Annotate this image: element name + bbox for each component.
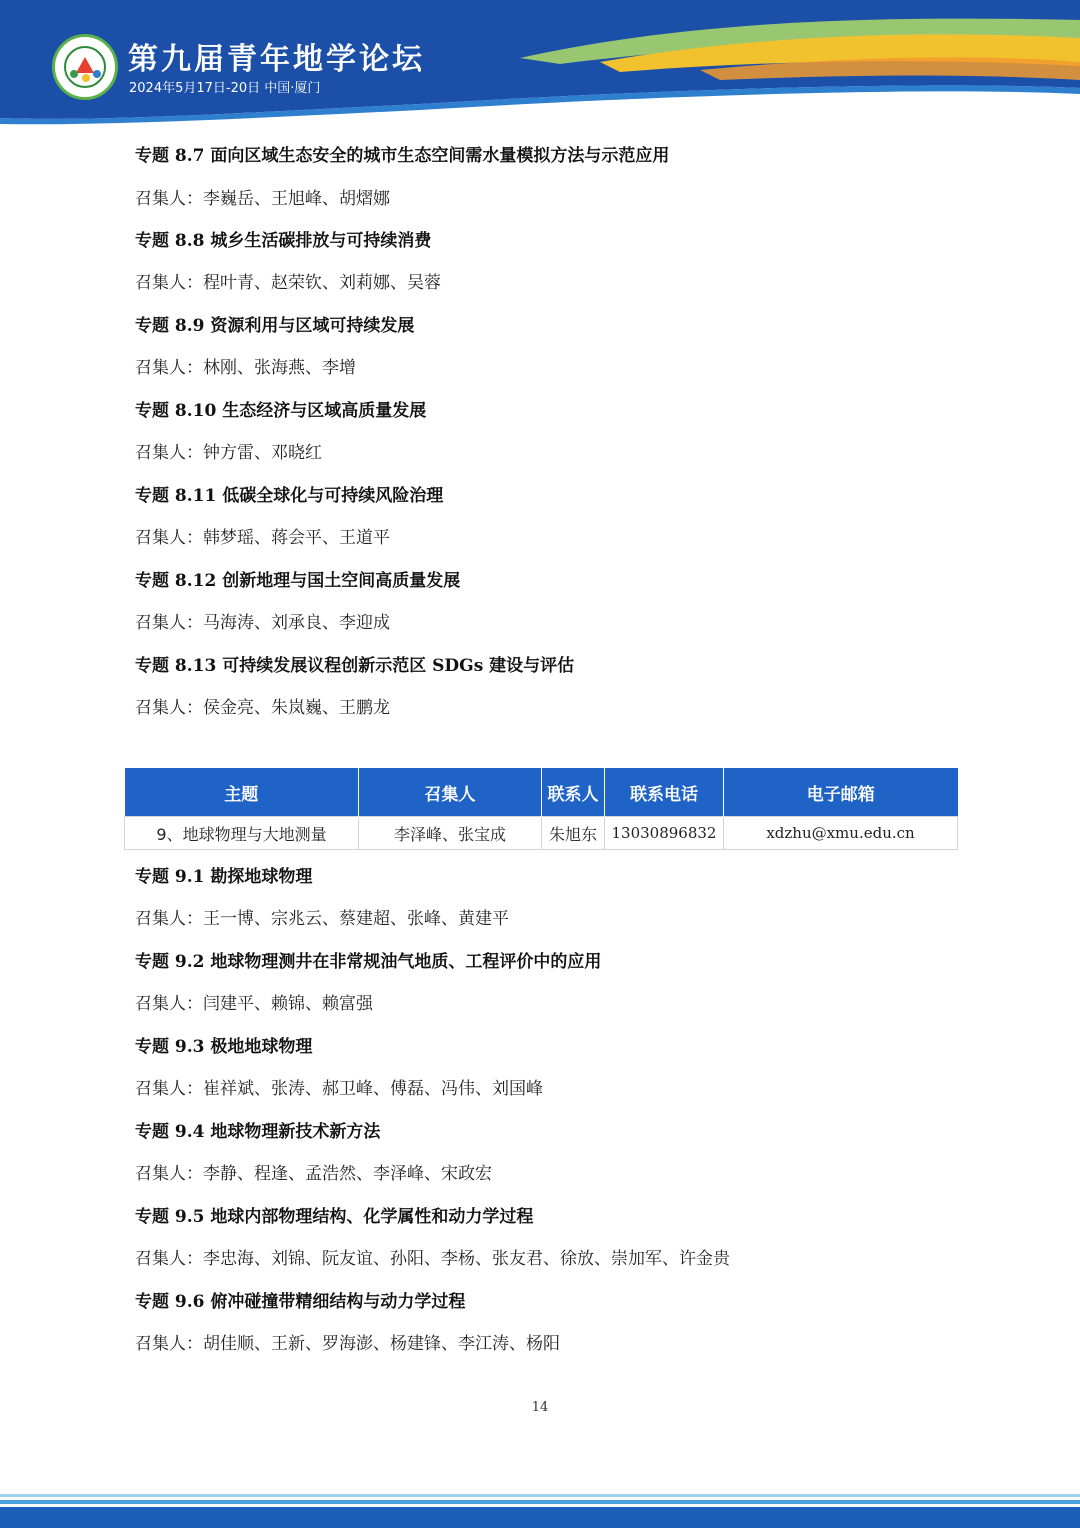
conveners-8-11: 召集人：韩梦瑶、蒋会平、王道平 xyxy=(135,528,390,548)
footer-bar xyxy=(0,1488,1080,1528)
header-theme: 主题 xyxy=(125,768,359,817)
topic-8-9: 专题 8.9 资源利用与区域可持续发展 xyxy=(135,316,415,336)
topic-8-13: 专题 8.13 可持续发展议程创新示范区 SDGs 建设与评估 xyxy=(135,656,575,676)
topic-8-11: 专题 8.11 低碳全球化与可持续风险治理 xyxy=(135,486,444,506)
topic-9-1: 专题 9.1 勘探地球物理 xyxy=(135,867,313,887)
cell-theme: 9、地球物理与大地测量 xyxy=(125,817,359,850)
cell-contact: 朱旭东 xyxy=(542,817,605,850)
logo-mountain-icon xyxy=(76,57,94,73)
logo-dot-yellow xyxy=(82,74,90,82)
topic-9-3: 专题 9.3 极地地球物理 xyxy=(135,1037,313,1057)
conveners-8-10: 召集人：钟方雷、邓晓红 xyxy=(135,443,322,463)
header-conveners: 召集人 xyxy=(359,768,542,817)
footer-stripe-mid xyxy=(0,1500,1080,1504)
conveners-9-1: 召集人：王一博、宗兆云、蔡建超、张峰、黄建平 xyxy=(135,909,509,929)
topic-8-8: 专题 8.8 城乡生活碳排放与可持续消费 xyxy=(135,231,432,251)
conveners-9-3: 召集人：崔祥斌、张涛、郝卫峰、傅磊、冯伟、刘国峰 xyxy=(135,1079,543,1099)
conveners-9-6: 召集人：胡佳顺、王新、罗海澎、杨建锋、李江涛、杨阳 xyxy=(135,1334,560,1354)
logo-dot-green xyxy=(70,70,78,78)
forum-date-location: 2024年5月17日-20日 中国·厦门 xyxy=(129,81,321,96)
cell-email: xdzhu@xmu.edu.cn xyxy=(724,817,958,850)
cell-conveners: 李泽峰、张宝成 xyxy=(359,817,542,850)
page-number: 14 xyxy=(531,1400,549,1415)
conveners-9-4: 召集人：李静、程逢、孟浩然、李泽峰、宋政宏 xyxy=(135,1164,492,1184)
conveners-9-5: 召集人：李忠海、刘锦、阮友谊、孙阳、李杨、张友君、徐放、崇加军、许金贵 xyxy=(135,1249,730,1269)
conveners-8-9: 召集人：林刚、张海燕、李增 xyxy=(135,358,356,378)
header-email: 电子邮箱 xyxy=(724,768,958,817)
topic-9-4: 专题 9.4 地球物理新技术新方法 xyxy=(135,1122,381,1142)
cell-phone: 13030896832 xyxy=(605,817,724,850)
topic-9-2: 专题 9.2 地球物理测井在非常规油气地质、工程评价中的应用 xyxy=(135,952,602,972)
table-header-row xyxy=(125,768,958,817)
topic-8-10: 专题 8.10 生态经济与区域高质量发展 xyxy=(135,401,427,421)
topic-8-7: 专题 8.7 面向区域生态安全的城市生态空间需水量模拟方法与示范应用 xyxy=(135,146,670,166)
footer-stripe-dark xyxy=(0,1507,1080,1528)
topic-8-12: 专题 8.12 创新地理与国土空间高质量发展 xyxy=(135,571,461,591)
conveners-8-8: 召集人：程叶青、赵荣钦、刘莉娜、吴蓉 xyxy=(135,273,441,293)
conveners-8-13: 召集人：侯金亮、朱岚巍、王鹏龙 xyxy=(135,698,390,718)
forum-logo xyxy=(52,34,118,100)
conveners-9-2: 召集人：闫建平、赖锦、赖富强 xyxy=(135,994,373,1014)
topic-9-6: 专题 9.6 俯冲碰撞带精细结构与动力学过程 xyxy=(135,1292,466,1312)
topic-9-5: 专题 9.5 地球内部物理结构、化学属性和动力学过程 xyxy=(135,1207,534,1227)
conveners-8-12: 召集人：马海涛、刘承良、李迎成 xyxy=(135,613,390,633)
table-row xyxy=(125,817,958,850)
header-phone: 联系电话 xyxy=(605,768,724,817)
footer-stripe-light xyxy=(0,1494,1080,1497)
logo-ring xyxy=(64,46,106,88)
forum-title: 第九届青年地学论坛 xyxy=(128,42,425,77)
logo-dot-blue xyxy=(93,70,101,78)
contact-table xyxy=(124,768,958,850)
header-contact: 联系人 xyxy=(542,768,605,817)
conveners-8-7: 召集人：李巍岳、王旭峰、胡熠娜 xyxy=(135,189,390,209)
header-banner xyxy=(0,0,1080,125)
